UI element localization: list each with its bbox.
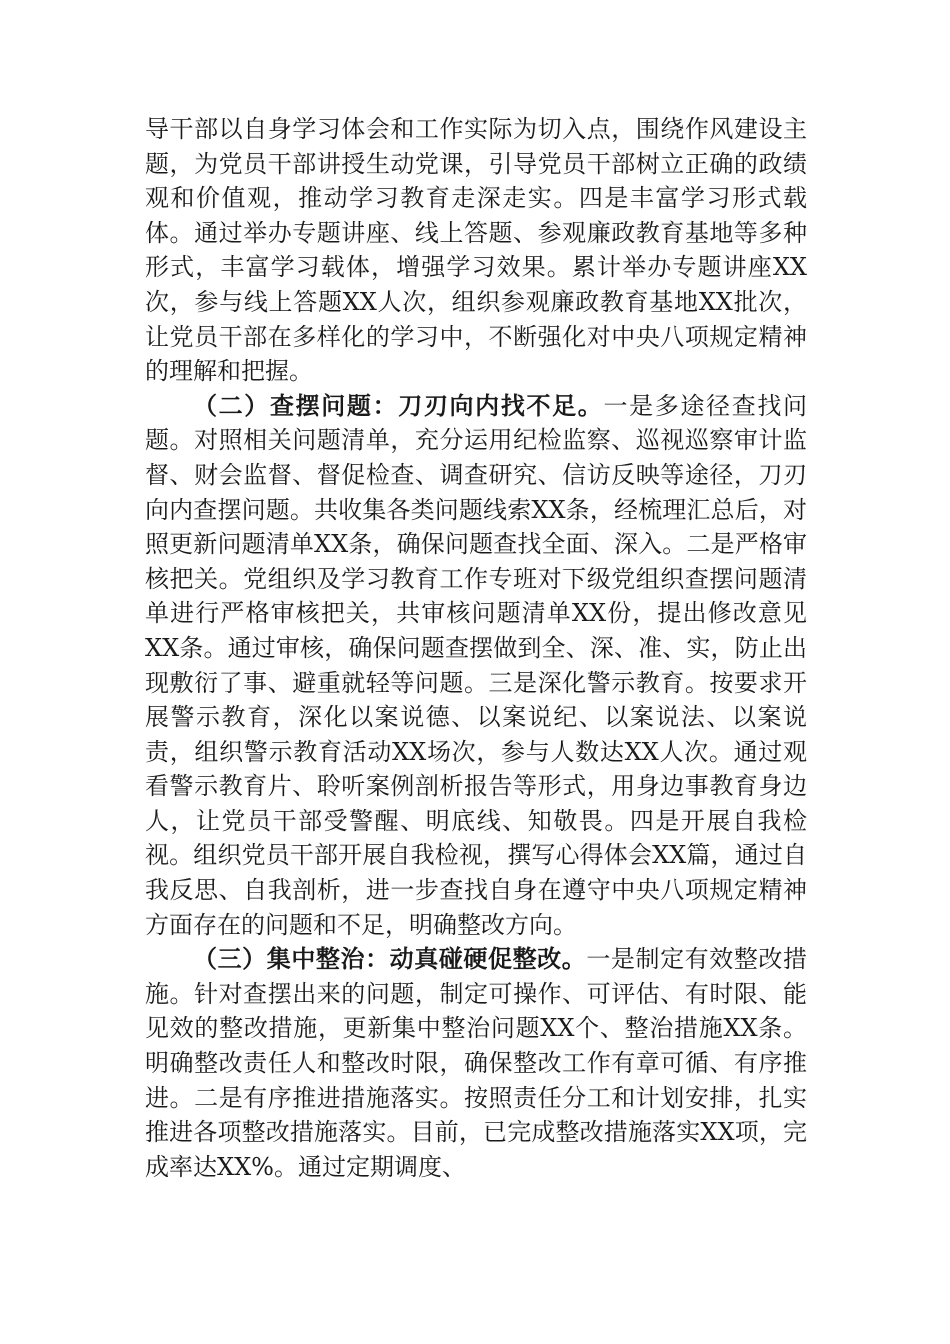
section-heading-problem-finding: （二）查摆问题：刀刃向内找不足。 [193,390,604,420]
section-heading-rectification: （三）集中整治：动真碰硬促整改。 [193,944,587,974]
section-body-rectification: 一是制定有效整改措施。针对查摆出来的问题，制定可操作、可评估、有时限、能见效的整改措施，更新集中整治问题XX个、整治措施XX条。明确整改责任人和整改时限，确保整改工作有章可循、有序推进。二是有序推进措施落实。按照责任分工和计划安排，扎实推进各项整改措施落实。目前，已完成整改措施落实XX项，完成率达XX%。通过定期调度、 [145,945,808,1181]
paragraph-problem-finding [145,389,807,943]
paragraph-rectification [145,942,807,1184]
section-body-problem-finding: 一是多途径查找问题。对照相关问题清单，充分运用纪检监察、巡视巡察审计监督、财会监督、督促检查、调查研究、信访反映等途径，刀刃向内查摆问题。共收集各类问题线索XX条，经梳理汇总后，对照更新问题清单XX条，确保问题查找全面、深入。二是严格审核把关。党组织及学习教育工作专班对下级党组织查摆问题清单进行严格审核把关，共审核问题清单XX份，提出修改意见XX条。通过审核，确保问题查摆做到全、深、准、实，防止出现敷衍了事、避重就轻等问题。三是深化警示教育。按要求开展警示教育，深化以案说德、以案说纪、以案说法、以案说责，组织警示教育活动XX场次，参与人数达XX人次。通过观看警示教育片、聆听案例剖析报告等形式，用身边事教育身边人，让党员干部受警醒、明底线、知敬畏。四是开展自我检视。组织党员干部开展自我检视，撰写心得体会XX篇，通过自我反思、自我剖析，进一步查找自身在遵守中央八项规定精神方面存在的问题和不足，明确整改方向。 [145,391,808,939]
document-body [145,112,807,1184]
paragraph-study-forms: 导干部以自身学习体会和工作实际为切入点，围绕作风建设主题，为党员干部讲授生动党课，引导党员干部树立正确的政绩观和价值观，推动学习教育走深走实。四是丰富学习形式载体。通过举办专题讲座、线上答题、参观廉政教育基地等多种形式，丰富学习载体，增强学习效果。累计举办专题讲座XX次，参与线上答题XX人次，组织参观廉政教育基地XX批次，让党员干部在多样化的学习中，不断强化对中央八项规定精神的理解和把握。 [145,115,807,386]
